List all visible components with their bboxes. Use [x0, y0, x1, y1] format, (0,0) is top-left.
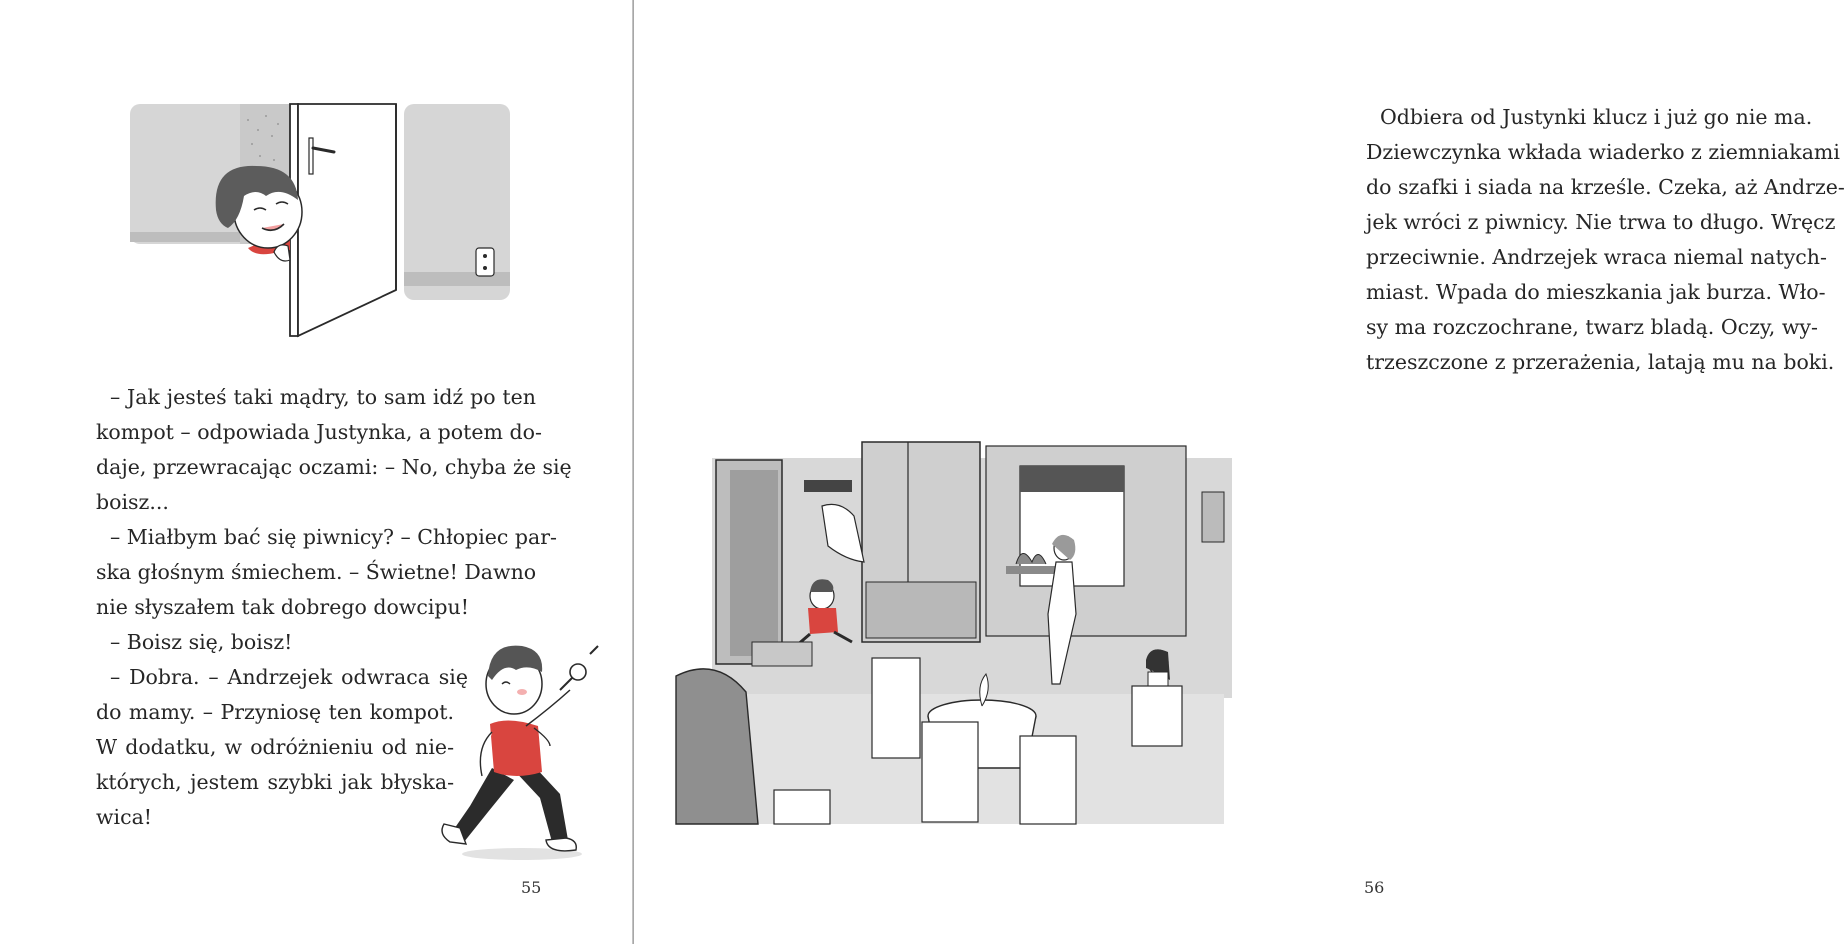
text-line: – Dobra. – Andrzejek odwraca się	[110, 665, 468, 689]
door-peek-illustration	[128, 100, 514, 340]
text-line: przeciwnie. Andrzejek wraca niemal natych-	[1366, 245, 1827, 269]
text-line: trzeszczone z przerażenia, latają mu na boki.	[1366, 350, 1835, 374]
page-number: 55	[521, 878, 542, 897]
chair	[922, 722, 978, 822]
coat-hooks	[804, 480, 852, 492]
text-line: W dodatku, w odróżnieniu od nie-	[96, 735, 454, 759]
left-page	[0, 0, 633, 944]
text-line: miast. Wpada do mieszkania jak burza. Wło-	[1366, 280, 1826, 304]
text-line: wica!	[96, 805, 153, 829]
text-line: daje, przewracając oczami: – No, chyba że się	[96, 455, 572, 479]
armchair	[676, 669, 758, 824]
text-line: – Boisz się, boisz!	[110, 630, 293, 654]
text-line: kompot – odpowiada Justynka, a potem do-	[96, 420, 542, 444]
right-page-text	[1366, 100, 1845, 380]
text-line: do mamy. – Przyniosę ten kompot.	[96, 700, 454, 724]
chair	[872, 658, 920, 758]
side-table	[774, 790, 830, 824]
chair	[1020, 736, 1076, 824]
text-line: boisz...	[96, 490, 169, 514]
right-leg	[512, 766, 568, 842]
doormat	[752, 642, 812, 666]
wall-socket	[476, 248, 494, 276]
peeking-boy	[216, 166, 302, 261]
text-line: nie słyszałem tak dobrego dowcipu!	[96, 595, 469, 619]
text-line: – Jak jesteś taki mądry, to sam idź po ten	[110, 385, 536, 409]
key-icon	[560, 646, 598, 690]
text-line: ska głośnym śmiechem. – Świetne! Dawno	[96, 560, 537, 584]
text-line: których, jestem szybki jak błyska-	[96, 770, 454, 794]
room-illustration	[676, 436, 1224, 824]
book-gutter	[632, 0, 634, 944]
text-line: – Miałbym bać się piwnicy? – Chłopiec par-	[110, 525, 557, 549]
text-line: Dziewczynka wkłada wiaderko z ziemniakami	[1366, 140, 1840, 164]
text-line: do szafki i siada na krześle. Czeka, aż Andrze-	[1366, 175, 1845, 199]
walking-boy-illustration	[430, 628, 608, 864]
text-line: jek wróci z piwnicy. Nie trwa to długo. Wręcz	[1366, 210, 1836, 234]
text-line: Odbiera od Justynki klucz i już go nie ma.	[1380, 105, 1813, 129]
page-number: 56	[1364, 878, 1385, 897]
text-line: sy ma rozczochrane, twarz bladą. Oczy, wy-	[1366, 315, 1818, 339]
